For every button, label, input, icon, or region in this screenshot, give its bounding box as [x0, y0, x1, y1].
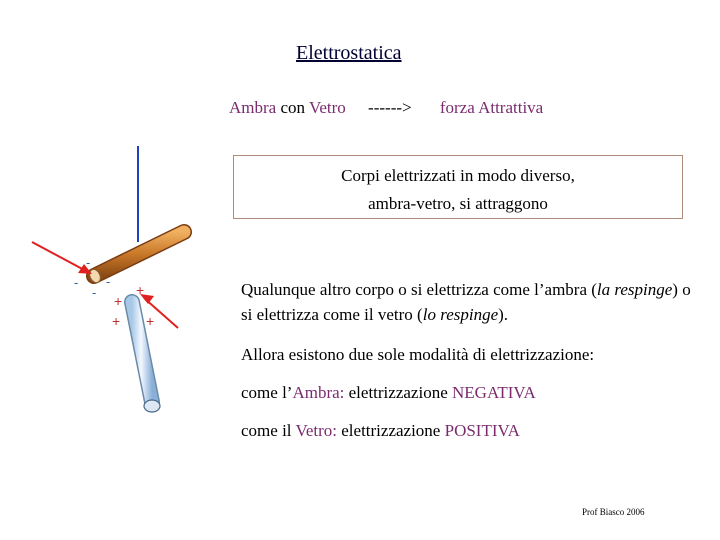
para4-name: Vetro:: [295, 421, 337, 440]
minus-sign-2: -: [74, 275, 79, 290]
para4-mid: elettrizzazione: [337, 421, 445, 440]
paragraph-negative: [241, 380, 701, 405]
minus-sign-3: -: [92, 285, 97, 300]
amber-glass-illustration: [20, 140, 220, 430]
minus-sign-1: -: [86, 255, 91, 270]
footer-credit: Prof Biasco 2006: [582, 507, 645, 517]
para3-prefix: come l’: [241, 383, 293, 402]
plus-sign-4: +: [146, 313, 155, 329]
amber-rod: [87, 232, 184, 284]
subtitle-con: con: [280, 98, 306, 117]
paragraph-other-bodies: [241, 277, 701, 327]
plus-sign-3: +: [112, 313, 121, 329]
para1-d: lo respinge: [422, 305, 499, 324]
box-line-2: ambra-vetro, si attraggono: [368, 194, 548, 213]
para1-a: Qualunque altro corpo o si elettrizza come l’ambra (: [241, 280, 597, 299]
plus-sign-2: +: [114, 293, 123, 309]
subtitle-vetro: Vetro: [308, 98, 346, 117]
para1-b: la respinge: [596, 280, 673, 299]
subtitle-line: [229, 98, 543, 118]
minus-sign-4: -: [106, 274, 111, 289]
para3-mid: elettrizzazione: [344, 383, 452, 402]
para1-e: ).: [498, 305, 509, 324]
para4-type: POSITIVA: [444, 421, 520, 440]
box-line-1: Corpi elettrizzati in modo diverso,: [341, 166, 575, 185]
plus-sign-1: +: [136, 282, 145, 298]
subtitle-ambra: Ambra: [229, 98, 277, 117]
para3-type: NEGATIVA: [452, 383, 536, 402]
para4-prefix: come il: [241, 421, 296, 440]
arrow-to-amber: [32, 242, 92, 274]
subtitle-arrow: ------>: [368, 98, 412, 117]
paragraph-positive: [241, 418, 701, 443]
para3-name: Ambra:: [292, 383, 345, 402]
definition-box: [233, 155, 683, 219]
page-title: Elettrostatica: [296, 42, 402, 64]
para1-c: ) o si elettrizza come il vetro (: [241, 280, 691, 324]
paragraph-two-modes: Allora esistono due sole modalità di elettrizzazione:: [241, 345, 595, 364]
subtitle-result: forza Attrattiva: [439, 98, 544, 117]
